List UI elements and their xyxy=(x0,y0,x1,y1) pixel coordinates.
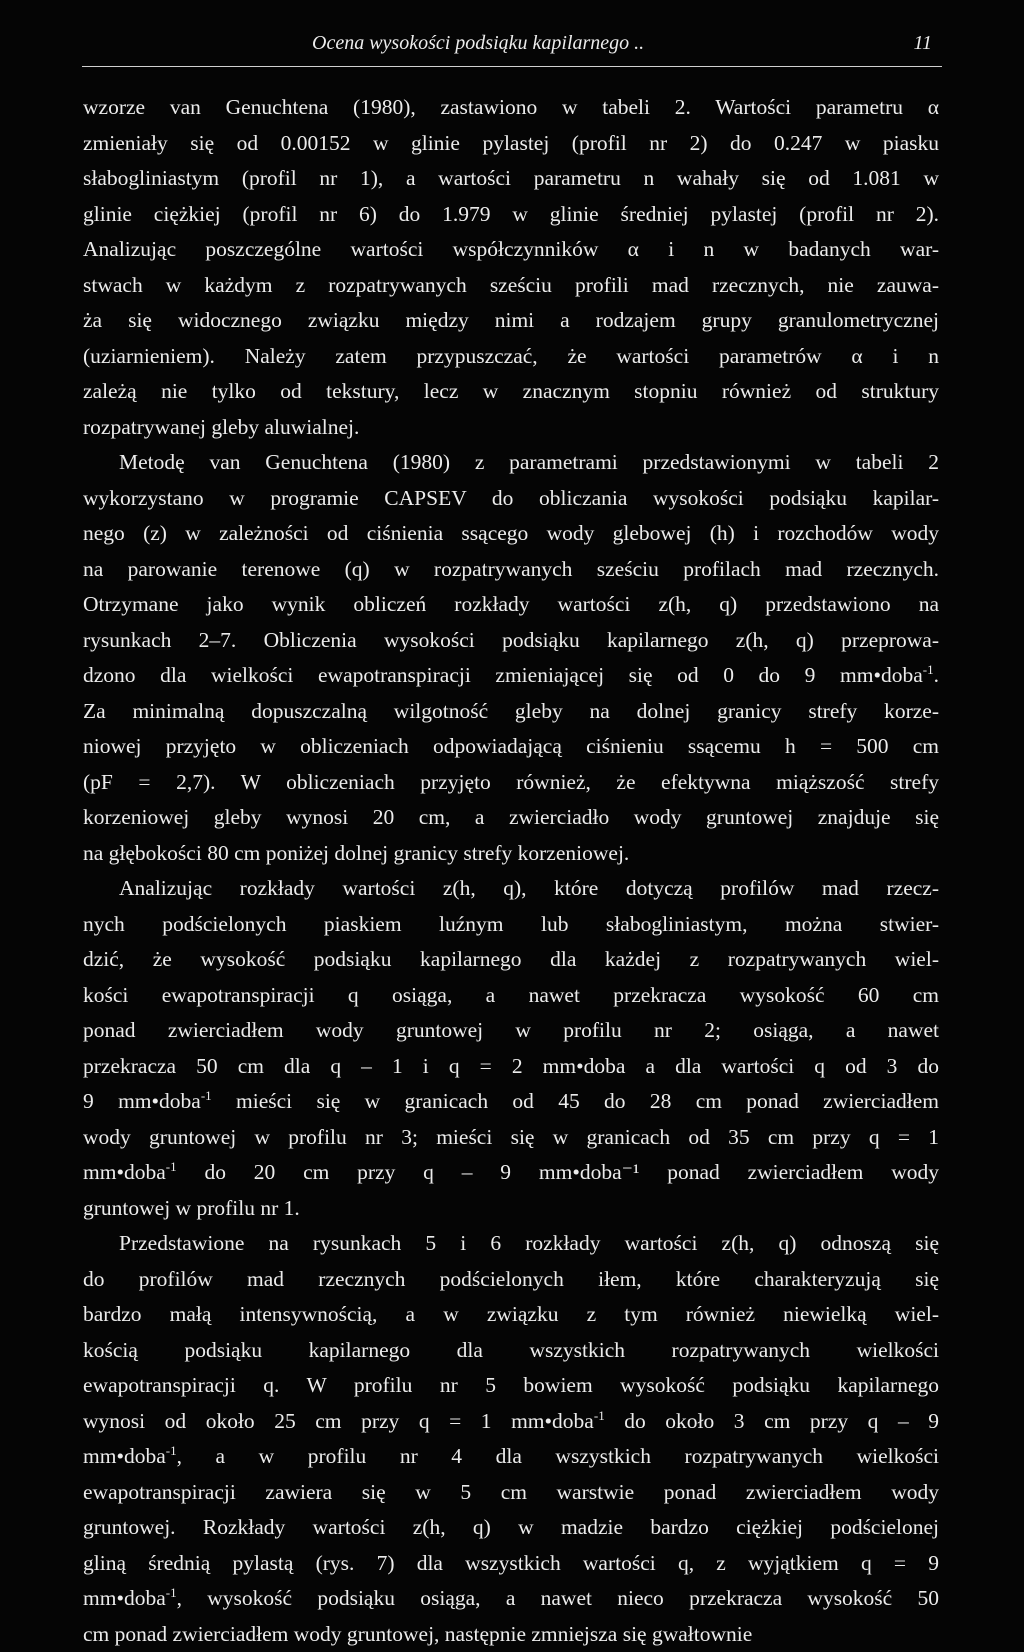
text-line xyxy=(83,303,939,339)
body-text xyxy=(83,90,939,1652)
text-line xyxy=(83,1404,939,1440)
text-line xyxy=(83,126,939,162)
text-line-tail: mieści się w granicach od 45 do 28 cm ponad zwierciadłem xyxy=(212,1089,939,1113)
superscript: -1 xyxy=(166,1585,177,1600)
text-line xyxy=(83,1049,939,1085)
text-line-content: mm•doba xyxy=(83,1160,166,1184)
text-line xyxy=(83,481,939,517)
text-line xyxy=(83,587,939,623)
text-line xyxy=(83,410,939,446)
text-line-content: nego (z) w zależności od ciśnienia ssącego wody glebowej (h) i rozchodów wody xyxy=(83,521,939,545)
text-line xyxy=(83,907,939,943)
text-line-content: ewapotranspiracji zawiera się w 5 cm warstwie ponad zwierciadłem wody xyxy=(83,1480,939,1504)
text-line-tail: , a w profilu nr 4 dla wszystkich rozpatrywanych wielkości xyxy=(177,1444,939,1468)
text-line-content: kości ewapotranspiracji q osiąga, a nawet przekracza wysokość 60 cm xyxy=(83,983,939,1007)
text-line xyxy=(83,1546,939,1582)
text-line xyxy=(83,1013,939,1049)
text-line-content: do profilów mad rzecznych podścielonych iłem, które charakteryzują się xyxy=(83,1267,939,1291)
text-line xyxy=(83,942,939,978)
text-line-content: na parowanie terenowe (q) w rozpatrywanych sześciu profilach mad rzecznych. xyxy=(83,557,939,581)
text-line-content: ewapotranspiracji q. W profilu nr 5 bowiem wysokość podsiąku kapilarnego xyxy=(83,1373,939,1397)
text-line xyxy=(83,871,939,907)
text-line xyxy=(83,339,939,375)
text-line-content: ponad zwierciadłem wody gruntowej w profilu nr 2; osiąga, a nawet xyxy=(83,1018,939,1042)
text-line xyxy=(83,1333,939,1369)
text-line-content: dzić, że wysokość podsiąku kapilarnego dla każdej z rozpatrywanych wiel- xyxy=(83,947,939,971)
text-line-content: rysunkach 2–7. Obliczenia wysokości podsiąku kapilarnego z(h, q) przeprowa- xyxy=(83,628,939,652)
text-line-content: Metodę van Genuchtena (1980) z parametrami przedstawionymi w tabeli 2 xyxy=(119,450,939,474)
text-line-content: słabogliniastym (profil nr 1), a wartości parametru n wahały się od 1.081 w xyxy=(83,166,939,190)
text-line-content: gruntowej. Rozkłady wartości z(h, q) w madzie bardzo ciężkiej podścielonej xyxy=(83,1515,939,1539)
text-line xyxy=(83,765,939,801)
text-line xyxy=(83,1581,939,1617)
text-line-content: wynosi od około 25 cm przy q = 1 mm•doba xyxy=(83,1409,594,1433)
text-line-content: wody gruntowej w profilu nr 3; mieści się w granicach od 35 cm przy q = 1 xyxy=(83,1125,939,1149)
text-line xyxy=(83,1297,939,1333)
superscript: -1 xyxy=(201,1088,212,1103)
text-line xyxy=(83,374,939,410)
text-line-content: zmieniały się od 0.00152 w glinie pylastej (profil nr 2) do 0.247 w piasku xyxy=(83,131,939,155)
text-line-content: Analizując rozkłady wartości z(h, q), które dotyczą profilów mad rzecz- xyxy=(119,876,939,900)
running-header xyxy=(82,30,942,67)
text-line-content: (uziarnieniem). Należy zatem przypuszczać, że wartości parametrów α i n xyxy=(83,344,939,368)
text-line-content: wzorze van Genuchtena (1980), zastawiono w tabeli 2. Wartości parametru α xyxy=(83,95,939,119)
text-line-tail: do 20 cm przy q – 9 mm•doba⁻¹ ponad zwierciadłem wody xyxy=(177,1160,939,1184)
superscript: -1 xyxy=(166,1443,177,1458)
text-line xyxy=(83,1262,939,1298)
text-line xyxy=(83,1510,939,1546)
superscript: -1 xyxy=(166,1159,177,1174)
text-line-content: zależą nie tylko od tekstury, lecz w znacznym stopniu również od struktury xyxy=(83,379,939,403)
text-line-content: 9 mm•doba xyxy=(83,1089,201,1113)
running-title: Ocena wysokości podsiąku kapilarnego .. xyxy=(312,32,644,55)
text-line xyxy=(83,161,939,197)
text-line xyxy=(83,1368,939,1404)
text-line xyxy=(83,1155,939,1191)
text-line xyxy=(83,1475,939,1511)
text-line-content: Analizując poszczególne wartości współczynników α i n w badanych war- xyxy=(83,237,939,261)
text-line-content: ża się widocznego związku między nimi a rodzajem grupy granulometrycznej xyxy=(83,308,939,332)
text-line-content: stwach w każdym z rozpatrywanych sześciu profili mad rzecznych, nie zauwa- xyxy=(83,273,939,297)
text-line-tail: . xyxy=(934,663,939,687)
text-line-content: dzono dla wielkości ewapotranspiracji zmieniającej się od 0 do 9 mm•doba xyxy=(83,663,923,687)
text-line xyxy=(83,90,939,126)
text-line-content: gliną średnią pylastą (rys. 7) dla wszystkich wartości q, z wyjątkiem q = 9 xyxy=(83,1551,939,1575)
text-line xyxy=(83,1191,939,1227)
text-line-content: (pF = 2,7). W obliczeniach przyjęto również, że efektywna miąższość strefy xyxy=(83,770,939,794)
text-line-content: rozpatrywanej gleby aluwialnej. xyxy=(83,415,359,439)
text-line-content: na głębokości 80 cm poniżej dolnej granicy strefy korzeniowej. xyxy=(83,841,629,865)
text-line xyxy=(83,268,939,304)
text-line xyxy=(83,800,939,836)
text-line-content: korzeniowej gleby wynosi 20 cm, a zwierciadło wody gruntowej znajduje się xyxy=(83,805,939,829)
text-line xyxy=(83,552,939,588)
text-line-content: niowej przyjęto w obliczeniach odpowiadającą ciśnieniu ssącemu h = 500 cm xyxy=(83,734,939,758)
text-line-content: nych podścielonych piaskiem luźnym lub słabogliniastym, można stwier- xyxy=(83,912,939,936)
text-line-content: mm•doba xyxy=(83,1444,166,1468)
text-line xyxy=(83,445,939,481)
text-line-content: gruntowej w profilu nr 1. xyxy=(83,1196,300,1220)
text-line-content: kością podsiąku kapilarnego dla wszystkich rozpatrywanych wielkości xyxy=(83,1338,939,1362)
text-line-content: cm ponad zwierciadłem wody gruntowej, następnie zmniejsza się gwałtownie xyxy=(83,1622,752,1646)
text-line xyxy=(83,658,939,694)
text-line xyxy=(83,623,939,659)
text-line xyxy=(83,1439,939,1475)
text-line xyxy=(83,516,939,552)
text-line-content: Za minimalną dopuszczalną wilgotność gleby na dolnej granicy strefy korze- xyxy=(83,699,939,723)
text-line xyxy=(83,694,939,730)
text-line xyxy=(83,1226,939,1262)
text-line-tail: , wysokość podsiąku osiąga, a nawet nieco przekracza wysokość 50 xyxy=(177,1586,939,1610)
superscript: -1 xyxy=(923,662,934,677)
page-number: 11 xyxy=(913,32,932,55)
text-line-content: wykorzystano w programie CAPSEV do obliczania wysokości podsiąku kapilar- xyxy=(83,486,939,510)
text-line xyxy=(83,197,939,233)
text-line xyxy=(83,978,939,1014)
text-line xyxy=(83,1120,939,1156)
text-line-content: mm•doba xyxy=(83,1586,166,1610)
text-line-content: glinie ciężkiej (profil nr 6) do 1.979 w glinie średniej pylastej (profil nr 2). xyxy=(83,202,939,226)
text-line-content: bardzo małą intensywnością, a w związku z tym również niewielką wiel- xyxy=(83,1302,939,1326)
text-line xyxy=(83,1617,939,1652)
text-line-content: Przedstawione na rysunkach 5 i 6 rozkłady wartości z(h, q) odnoszą się xyxy=(119,1231,939,1255)
text-line-content: Otrzymane jako wynik obliczeń rozkłady wartości z(h, q) przedstawiono na xyxy=(83,592,939,616)
text-line-tail: do około 3 cm przy q – 9 xyxy=(605,1409,939,1433)
text-line xyxy=(83,232,939,268)
text-line xyxy=(83,836,939,872)
superscript: -1 xyxy=(594,1407,605,1422)
text-line-content: przekracza 50 cm dla q – 1 i q = 2 mm•doba a dla wartości q od 3 do xyxy=(83,1054,939,1078)
text-line xyxy=(83,1084,939,1120)
text-line xyxy=(83,729,939,765)
